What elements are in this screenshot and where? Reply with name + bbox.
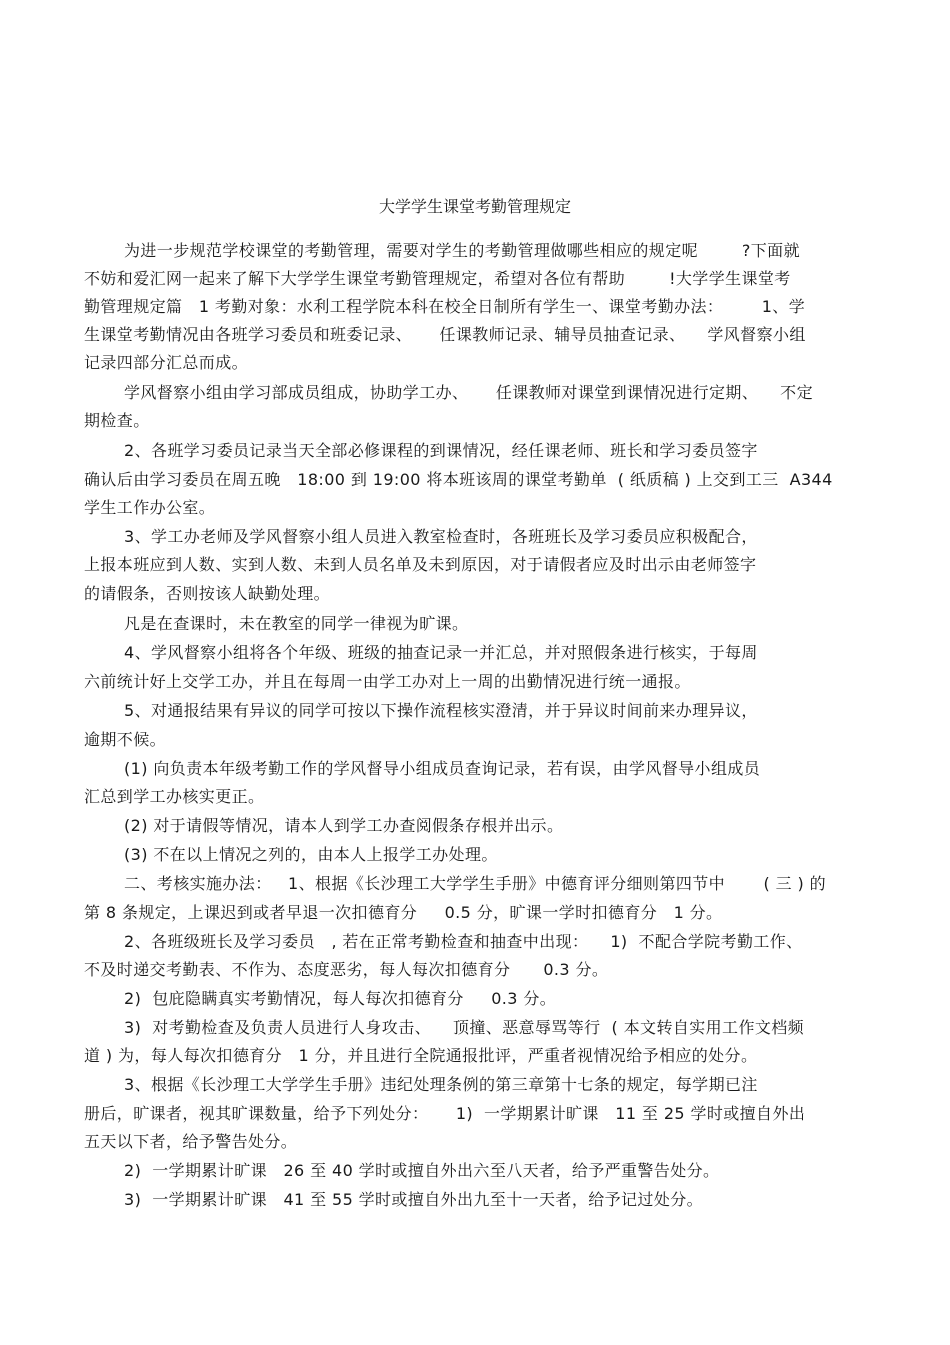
text-line: 五天以下者，给予警告处分。	[84, 1132, 298, 1151]
text-line: 六前统计好上交学工办，并且在每周一由学工办对上一周的出勤情况进行统一通报。	[84, 672, 691, 691]
text-line: (1) 向负责本年级考勤工作的学风督导小组成员查询记录，若有误，由学风督导小组成员	[124, 759, 761, 778]
document-title: 大学学生课堂考勤管理规定	[378, 197, 571, 216]
text-line: 3) 一学期累计旷课 41 至 55 学时或擅自外出九至十一天者，给予记过处分。	[124, 1190, 704, 1209]
text-line: 二、考核实施办法： 1、根据《长沙理工大学学生手册》中德育评分细则第四节中 ( 三 ) 的	[124, 874, 826, 893]
text-line: 学生工作办公室。	[84, 498, 216, 517]
text-line: 不妨和爱汇网一起来了解下大学学生课堂考勤管理规定，希望对各位有帮助 !大学学生课堂考	[84, 269, 791, 288]
text-line: 2) 包庇隐瞒真实考勤情况，每人每次扣德育分 0.3 分。	[124, 989, 557, 1008]
text-line: 册后，旷课者，视其旷课数量，给予下列处分： 1) 一学期累计旷课 11 至 25 学时或擅自外出	[84, 1104, 806, 1123]
text-line: 道 ) 为，每人每次扣德育分 1 分，并且进行全院通报批评，严重者视情况给予相应的处分。	[84, 1046, 758, 1065]
text-line: 逾期不候。	[84, 730, 167, 749]
text-line: 学风督察小组由学习部成员组成，协助学工办、 任课教师对课堂到课情况进行定期、 不定	[124, 383, 813, 402]
text-line: 不及时递交考勤表、不作为、态度恶劣，每人每次扣德育分 0.3 分。	[84, 960, 609, 979]
text-line: 3、根据《长沙理工大学学生手册》违纪处理条例的第三章第十七条的规定，每学期已注	[124, 1075, 758, 1094]
text-line: 记录四部分汇总而成。	[84, 353, 249, 372]
text-line: 期检查。	[84, 411, 150, 430]
text-line: 的请假条，否则按该人缺勤处理。	[84, 584, 331, 603]
text-line: 确认后由学习委员在周五晚 18:00 到 19:00 将本班该周的课堂考勤单 ( 纸质稿 ) 上交到工三 A344	[84, 470, 833, 489]
text-line: 凡是在查课时，未在教室的同学一律视为旷课。	[124, 614, 469, 633]
text-line: 勤管理规定篇 1 考勤对象：水利工程学院本科在校全日制所有学生一、课堂考勤办法： 1、学	[84, 297, 806, 316]
text-line: 2) 一学期累计旷课 26 至 40 学时或擅自外出六至八天者，给予严重警告处分。	[124, 1161, 720, 1180]
text-line: (3) 不在以上情况之列的，由本人上报学工办处理。	[124, 845, 498, 864]
text-line: (2) 对于请假等情况，请本人到学工办查阅假条存根并出示。	[124, 816, 564, 835]
text-line: 汇总到学工办核实更正。	[84, 787, 265, 806]
text-line: 3) 对考勤检查及负责人员进行人身攻击、 顶撞、恶意辱骂等行 ( 本文转自实用工作文档频	[124, 1018, 805, 1037]
text-line: 5、对通报结果有异议的同学可按以下操作流程核实澄清，并于异议时间前来办理异议，	[124, 701, 758, 720]
text-line: 4、学风督察小组将各个年级、班级的抽查记录一并汇总，并对照假条进行核实，于每周	[124, 643, 758, 662]
text-line: 2、各班级班长及学习委员 , 若在正常考勤检查和抽查中出现： 1) 不配合学院考勤工作、	[124, 932, 803, 951]
text-line: 第 8 条规定，上课迟到或者早退一次扣德育分 0.5 分，旷课一学时扣德育分 1 分。	[84, 903, 723, 922]
text-line: 为进一步规范学校课堂的考勤管理，需要对学生的考勤管理做哪些相应的规定呢 ?下面就	[124, 241, 800, 260]
text-line: 生课堂考勤情况由各班学习委员和班委记录、 任课教师记录、辅导员抽查记录、 学风督察小组	[84, 325, 806, 344]
text-line: 3、学工办老师及学风督察小组人员进入教室检查时，各班班长及学习委员应积极配合，	[124, 527, 758, 546]
text-line: 上报本班应到人数、实到人数、未到人员名单及未到原因，对于请假者应及时出示由老师签字	[84, 555, 757, 574]
text-line: 2、各班学习委员记录当天全部必修课程的到课情况，经任课老师、班长和学习委员签字	[124, 441, 758, 460]
